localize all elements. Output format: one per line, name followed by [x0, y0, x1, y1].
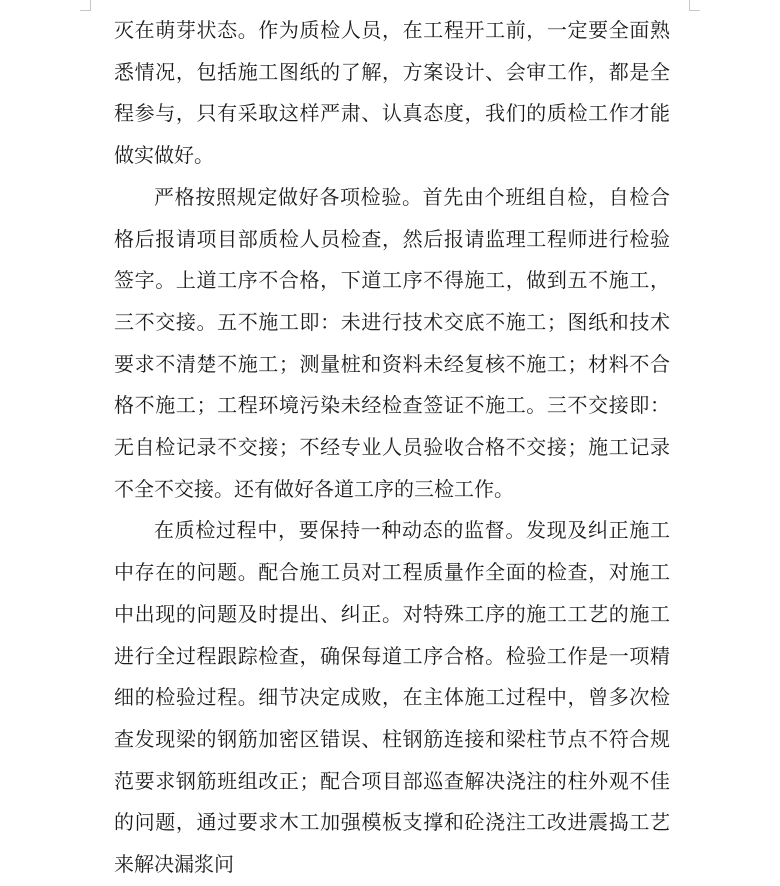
- paragraph-3: 在质检过程中，要保持一种动态的监督。发现及纠正施工中存在的问题。配合施工员对工程质量作全面的检查，对施工中出现的问题及时提出、纠正。对特殊工序的施工工艺的施工进行全过程跟踪检查，确保每道工序合格。检验工作是一项精细的检验过程。细节决定成败，在主体施工过程中，曾多次检查发现梁的钢筋加密区错误、柱钢筋连接和梁柱节点不符合规范要求钢筋班组改正；配合项目部巡查解决浇注的柱外观不佳的问题，通过要求木工加强模板支撑和砼浇注工改进震捣工艺来解决漏浆问: [114, 518, 670, 877]
- crop-mark-top-left-horizontal: [80, 10, 91, 11]
- paragraph-2: 严格按照规定做好各项检验。首先由个班组自检，自检合格后报请项目部质检人员检查，然后报请监理工程师进行检验签字。上道工序不合格，下道工序不得施工，做到五不施工，三不交接。五不施工即：未进行技术交底不施工；图纸和技术要求不清楚不施工；测量桩和资料未经复核不施工；材料不合格不施工；工程环境污染未经检查签证不施工。三不交接即：无自检记录不交接；不经专业人员验收合格不交接；施工记录不全不交接。还有做好各道工序的三检工作。: [114, 184, 670, 501]
- paragraph-1: 灭在萌芽状态。作为质检人员，在工程开工前，一定要全面熟悉情况，包括施工图纸的了解，方案设计、会审工作，都是全程参与，只有采取这样严肃、认真态度，我们的质检工作才能做实做好。: [114, 18, 670, 168]
- document-body: [114, 10, 670, 886]
- crop-mark-top-right-horizontal: [689, 10, 700, 11]
- crop-mark-top-left-vertical: [90, 0, 91, 10]
- crop-mark-top-right-vertical: [689, 0, 690, 10]
